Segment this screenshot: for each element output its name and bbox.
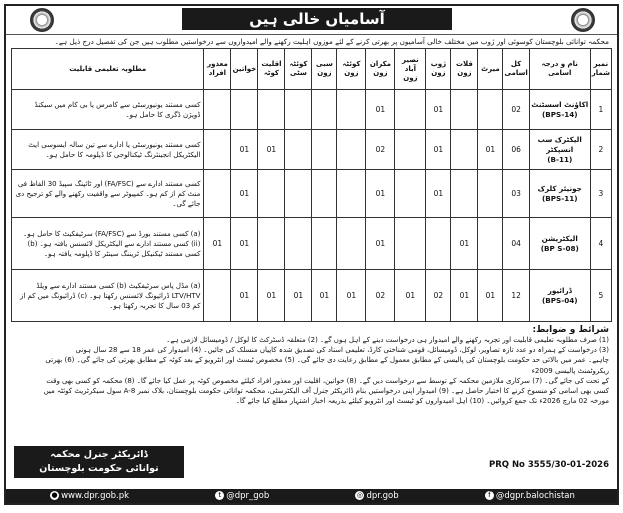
quota-cell-disabled <box>204 170 231 218</box>
quota-cell-minority <box>258 90 285 130</box>
post-name-cell <box>529 90 590 130</box>
quota-cell-sibi <box>312 90 337 130</box>
column-header: کوئٹہ زون <box>337 49 366 90</box>
post-scale: (B-11) <box>547 154 573 164</box>
signature-line-2: توانائی حکومت بلوچستان <box>39 463 159 474</box>
row-number: 2 <box>590 130 611 170</box>
intro-text: محکمہ توانائی بلوچستان کوسوئی اور ژوب میں مختلف خالی آسامیوں پر بھرتی کرنے کے لئے موزوں اہلیت رکھنے والے امیدواروں سے درخواستیں مطلوب ہیں جن کی تفصیل درج ذیل ہے۔ <box>54 37 609 46</box>
quota-cell-nasirabad <box>395 170 426 218</box>
quota-cell-nasirabad <box>395 130 426 170</box>
row-number: 4 <box>590 218 611 270</box>
post-name: جونیئر کلرک <box>537 183 582 193</box>
quota-cell-total: 03 <box>503 170 529 218</box>
quota-cell-merit: 01 <box>478 270 503 322</box>
website-link[interactable] <box>48 489 129 503</box>
facebook-link[interactable] <box>483 489 575 503</box>
post-scale: (BPS-04) <box>542 295 578 305</box>
header <box>6 6 617 35</box>
quota-cell-quetta-city <box>285 130 312 170</box>
row-number: 5 <box>590 270 611 322</box>
instagram-icon: ◎ <box>356 491 363 499</box>
quota-cell-kalat <box>451 90 478 130</box>
quota-cell-quetta-city <box>285 170 312 218</box>
quota-cell-sibi <box>312 170 337 218</box>
quota-cell-makran: 02 <box>366 130 395 170</box>
column-header: ژوب زون <box>426 49 451 90</box>
column-header: کوئٹہ سٹی <box>285 49 312 90</box>
post-scale: (BPS-11) <box>542 193 578 203</box>
quota-cell-minority <box>258 170 285 218</box>
quota-cell-kalat: 01 <box>451 218 478 270</box>
quota-cell-nasirabad: 01 <box>395 270 426 322</box>
post-name-cell <box>529 270 590 322</box>
row-number: 3 <box>590 170 611 218</box>
quota-cell-women: 01 <box>231 218 258 270</box>
quota-cell-zhob: 02 <box>426 270 451 322</box>
terms-line: چاہیے۔ عمر میں بالائی حد حکومت بلوچستان کی پالیسی کے مطابق معمول کے مطابق رعایت دی جائے گی۔ (5) مخصوص ٹیسٹ اور انٹرویو کے بعد کوٹہ کے مطابق بھرتی کی جائے گی۔ (6) بھرتی ریکروٹمنٹ پالیسی 2009ء <box>45 356 609 375</box>
row-number: 1 <box>590 90 611 130</box>
qualification-cell: (a) کسی مستند بورڈ سے (FA/FSC) سرٹیفکیٹ کا حامل ہو۔ (ii) کسی مستند ادارے سے الیکٹریکل لائسنس یافتہ ہو۔ (b) کسی مستند ٹیکنیکل ٹریننگ سینٹر کا ڈپلومہ یافتہ ہو۔ <box>12 218 204 270</box>
quota-cell-quetta-city: 01 <box>285 270 312 322</box>
quota-cell-nasirabad <box>395 90 426 130</box>
quota-cell-quetta <box>337 90 366 130</box>
facebook-text: @dgpr.balochistan <box>495 491 575 501</box>
quota-cell-women <box>231 90 258 130</box>
terms-line: (1) صرف مطلوبہ تعلیمی قابلیت اور تجربہ رکھنے والے امیدوار ہی درخواست دینے کے اہل ہوں گے۔ (2) متعلقہ ڈسٹرکٹ کا لوکل / ڈومیسائل لازمی ہے۔ <box>166 336 609 344</box>
twitter-link[interactable] <box>213 489 269 503</box>
column-header: کل اسامی <box>503 49 529 90</box>
column-header: سبی زون <box>312 49 337 90</box>
quota-cell-makran: 02 <box>366 270 395 322</box>
qualification-cell: کسی مستند ادارے سے (FA/FSC) اور ٹائپنگ سپیڈ 30 الفاظ فی منٹ کم از کم ہو۔ کمپیوٹر سے واقفیت رکھنے والے کو ترجیح دی جائے گی۔ <box>12 170 204 218</box>
quota-cell-zhob <box>426 218 451 270</box>
quota-cell-merit: 01 <box>478 130 503 170</box>
quota-cell-women: 01 <box>231 170 258 218</box>
quota-cell-zhob: 01 <box>426 130 451 170</box>
table-row <box>12 90 612 130</box>
column-header: اقلیت کوٹہ <box>258 49 285 90</box>
quota-cell-quetta <box>337 170 366 218</box>
instagram-text: dpr.gob <box>366 491 399 501</box>
quota-cell-sibi <box>312 130 337 170</box>
quota-cell-nasirabad <box>395 218 426 270</box>
terms-line: کسی بھی اسامی کو منسوخ کرنے کا اختیار حاصل ہے۔ (9) امیدوار اپنی درخواستیں بنام ڈائریکٹر جنرل آف الیکٹرسٹی، محکمہ توانائی حکومت بلوچستان، بلاک نمبر A-8 سول سیکرٹریٹ کوئٹہ میں <box>43 387 609 396</box>
quota-cell-disabled <box>204 270 231 322</box>
quota-cell-makran: 01 <box>366 170 395 218</box>
quota-cell-makran: 01 <box>366 90 395 130</box>
quota-cell-disabled <box>204 130 231 170</box>
table-row <box>12 218 612 270</box>
qualification-cell: کسی مستند یونیورسٹی سے کامرس یا بی کام میں سیکنڈ ڈویژن ڈگری کا حامل ہو۔ <box>12 90 204 130</box>
post-name: اکاؤنٹ اسسٹنٹ <box>531 99 589 109</box>
quota-cell-kalat <box>451 130 478 170</box>
post-name: الیکٹرک سب انسپکٹر <box>537 134 582 154</box>
quota-cell-total: 12 <box>503 270 529 322</box>
column-header: میرٹ <box>478 49 503 90</box>
post-name-cell <box>529 218 590 270</box>
table-row <box>12 270 612 322</box>
column-header: نمبر شمار <box>590 49 611 90</box>
terms-line: مورخہ 02 مارچ 2026ء تک جمع کروائیں۔ (10) اہل امیدواروں کو ٹیسٹ اور انٹرویو کیلئے بذریعہ اخبار اشتہار مطلع کیا جائے گا۔ <box>235 397 609 406</box>
column-header: معذور افراد <box>204 49 231 90</box>
table-header-row <box>12 49 612 90</box>
quota-cell-zhob: 01 <box>426 90 451 130</box>
quota-cell-merit <box>478 90 503 130</box>
vacancies-table <box>11 48 612 322</box>
balochistan-emblem-icon <box>571 8 595 32</box>
quota-cell-women: 01 <box>231 270 258 322</box>
table-body <box>12 90 612 322</box>
footer-bar <box>6 489 617 503</box>
globe-icon: ● <box>51 491 58 499</box>
quota-cell-minority <box>258 218 285 270</box>
signature-block <box>14 446 184 478</box>
quota-cell-minority: 01 <box>258 270 285 322</box>
quota-cell-sibi <box>312 218 337 270</box>
column-header: خواتین <box>231 49 258 90</box>
column-header: قلات زون <box>451 49 478 90</box>
table-row <box>12 170 612 218</box>
quota-cell-merit <box>478 170 503 218</box>
quota-cell-quetta <box>337 130 366 170</box>
twitter-text: @dpr_gob <box>226 491 270 501</box>
government-seal-icon <box>30 8 54 32</box>
column-header: نصیر آباد زون <box>395 49 426 90</box>
quota-cell-quetta-city <box>285 90 312 130</box>
quota-cell-quetta <box>337 218 366 270</box>
quota-cell-makran: 01 <box>366 218 395 270</box>
quota-cell-kalat: 01 <box>451 270 478 322</box>
quota-cell-quetta-city <box>285 218 312 270</box>
post-name: ڈرائیور <box>547 285 572 295</box>
terms-title: شرائط و ضوابط: <box>532 325 609 335</box>
post-scale: (BP S-08) <box>540 243 579 253</box>
quota-cell-total: 04 <box>503 218 529 270</box>
quota-cell-zhob: 01 <box>426 170 451 218</box>
post-scale: (BPS-14) <box>542 109 578 119</box>
quota-cell-kalat <box>451 170 478 218</box>
table-row <box>12 130 612 170</box>
post-name-cell <box>529 130 590 170</box>
page-title: آسامیاں خالی ہیں <box>182 8 452 30</box>
quota-cell-minority: 01 <box>258 130 285 170</box>
quota-cell-disabled: 01 <box>204 218 231 270</box>
post-name-cell <box>529 170 590 218</box>
facebook-icon: f <box>485 491 494 500</box>
qualification-cell: (a) مڈل پاس سرٹیفکیٹ (b) کسی مستند ادارے سے ویلڈ LTV/HTV ڈرائیونگ لائسنس رکھتا ہو۔ (c) ڈرائیونگ میں کم از کم 03 سال کا تجربہ رکھتا ہو۔ <box>12 270 204 322</box>
instagram-link[interactable] <box>353 489 398 503</box>
advertisement-page <box>4 4 619 505</box>
quota-cell-women: 01 <box>231 130 258 170</box>
twitter-icon: t <box>215 491 224 500</box>
qualification-cell: کسی مستند یونیورسٹی یا ادارے سے تین سالہ ایسوسی ایٹ الیکٹریکل انجینئرنگ ٹیکنالوجی کا ڈپلومہ کا حامل ہو۔ <box>12 130 204 170</box>
quota-cell-total: 06 <box>503 130 529 170</box>
terms-line: (3) درخواست کے ہمراہ دو عدد تازہ تصاویر، لوکل، ڈومیسائل، قومی شناختی کارڈ، تعلیمی اسناد کی تصدیق شدہ کاپیاں منسلک کی جائیں۔ (4) امیدوار کی عمر 18 سے 28 سال ہونی <box>75 346 609 355</box>
column-header: مکران زون <box>366 49 395 90</box>
quota-cell-sibi: 01 <box>312 270 337 322</box>
terms-text <box>6 335 617 406</box>
quota-cell-quetta: 01 <box>337 270 366 322</box>
signature-line-1: ڈائریکٹر جنرل محکمہ <box>50 449 148 460</box>
column-header: نام و درجہ اسامی <box>529 49 590 90</box>
quota-cell-merit <box>478 218 503 270</box>
post-name: الیکٹریشن <box>541 233 578 243</box>
terms-line: کے تحت کی جائے گی۔ (7) سرکاری ملازمین محکمہ کے توسط سے درخواست دیں گے۔ (8) خواتین، اقلیت اور معذور افراد کیلئے مخصوص کوٹہ پر عمل کیا جائے گا۔ (8) محکمہ کو کسی بھی وقت <box>46 376 609 385</box>
column-header: مطلوبہ تعلیمی قابلیت <box>12 49 204 90</box>
quota-cell-disabled <box>204 90 231 130</box>
quota-cell-total: 02 <box>503 90 529 130</box>
website-text: www.dpr.gob.pk <box>61 491 130 501</box>
prq-number: PRQ No 3555/30-01-2026 <box>488 460 609 470</box>
